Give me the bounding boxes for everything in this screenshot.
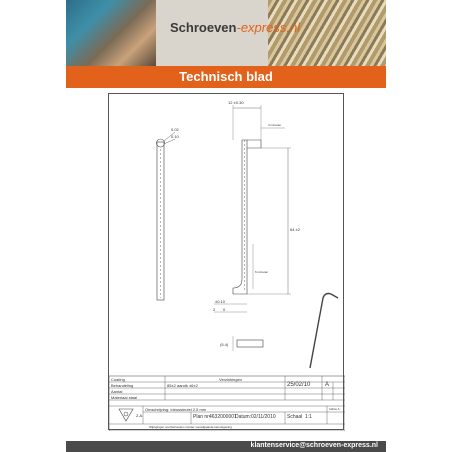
tb-row2-value: 85±2 aandk ±6±2 [167,383,198,388]
tb-row4-label: Materiaal staal [111,395,138,400]
header [66,0,386,66]
tb-date-label: Datum: [235,414,252,420]
footer-email-link[interactable]: klantenservice@schroeven-express.nl [250,442,378,449]
tb-row1-label: Coating [111,377,125,382]
footer [66,441,386,452]
dim-top-note: 4 minuten [268,123,282,127]
tb-plan-value: 4632000001 [209,414,237,420]
dim-bottom-0: 0 [223,307,226,312]
tb-row3-label: Aantal [111,389,123,394]
tb-row1-col2: Verzinkingen [219,377,242,382]
title-banner [66,66,386,88]
tb-disclaimer: Wijzigingen voorbehouden zonder voorafgaande kennisgeving [149,425,232,429]
brand-logo[interactable] [170,20,300,35]
brand-main: Schroeven [170,20,237,35]
page-title: Technisch blad [179,69,273,84]
dim-bottom-tol: ±0.10 [215,299,225,304]
dim-inner: 6 minuten [255,270,269,274]
dim-length: 64 ±2 [290,227,300,232]
dim-top-width: 12 ±0.30 [228,100,244,105]
dim-side: (5.4) [220,342,229,347]
header-photo-tools [66,0,156,66]
tb-plan-label: Plan nr: [193,414,211,420]
tb-row2-rev: A [325,382,330,388]
key-section-view [237,340,263,347]
key-short-arm [247,140,261,148]
key-side-view [233,140,247,294]
dim-left-b: 0.10 [171,134,179,139]
technical-drawing-sheet [108,93,344,430]
tb-company-short: Z.A. [136,413,144,418]
tb-row2-label: Behandeling [111,383,134,388]
company-logo-icon [119,409,133,421]
brand-accent: -express.nl [236,20,301,35]
tb-scale-label: Schaal [287,414,303,420]
dim-left-a: 0.02 [171,127,179,132]
tb-date-value: 02/11/2010 [251,414,276,420]
tb-row2-date: 25/02/10 [287,382,311,388]
dim-bottom-2: 2 [213,307,216,312]
tb-scale-value: 1:1 [305,414,312,420]
rod-end-circle [157,139,165,147]
tb-description: Omschrijving: Inbussleutel 2.5 mm [145,407,207,412]
tb-sheet-label: Indice A [329,407,340,411]
key-isometric-view [310,294,338,369]
